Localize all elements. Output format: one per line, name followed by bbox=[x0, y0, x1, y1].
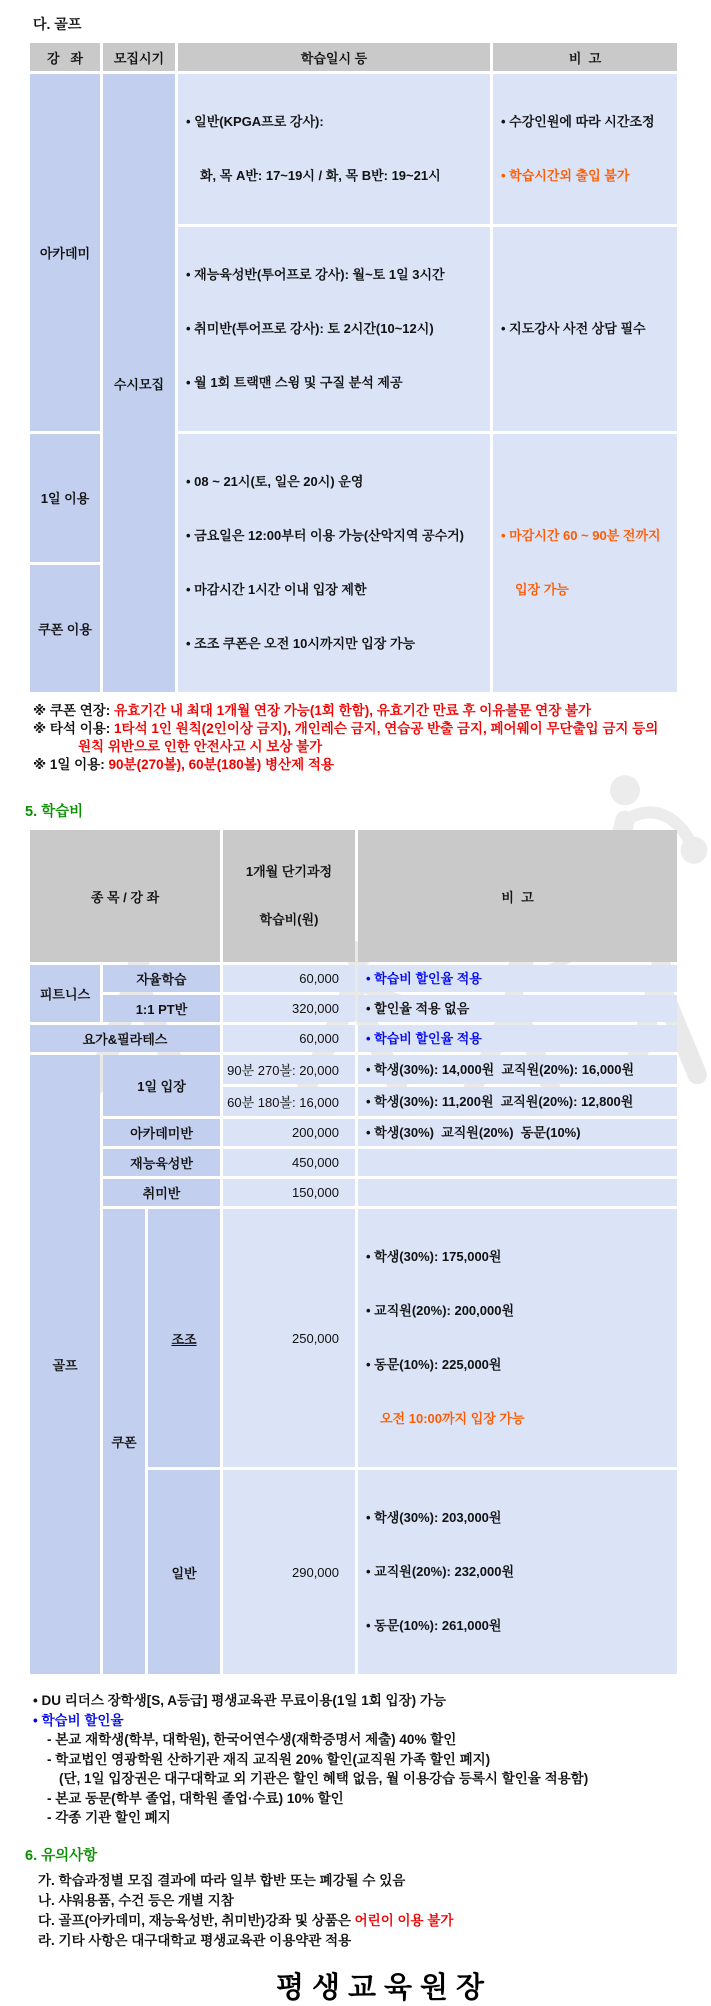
col-header-course: 강 좌 bbox=[30, 43, 100, 71]
class-talent-cell: 재능육성반 bbox=[103, 1149, 220, 1176]
note-talent bbox=[358, 1149, 677, 1176]
schedule-line: • 마감시간 1시간 이내 입장 제한 bbox=[186, 581, 486, 599]
schedule-line: • 일반(KPGA프로 강사): bbox=[186, 113, 486, 131]
remark-tee-use bbox=[33, 720, 683, 737]
remark-tee-use-cont: 원칙 위반으로 인한 안전사고 시 보상 불가 bbox=[78, 739, 323, 754]
course-daily-cell: 1일 이용 bbox=[30, 434, 100, 562]
note-line: • 학생(30%) 교직원(20%) 동문(10%) bbox=[366, 1124, 673, 1142]
discount-item: - 본교 재학생(학부, 대학원), 한국어연수생(재학증명서 제출) 40% 할인 bbox=[47, 1732, 457, 1747]
note-line: • 교직원(20%): 232,000원 bbox=[366, 1563, 673, 1581]
daily-note-cell bbox=[493, 434, 677, 692]
note-daily-90 bbox=[358, 1055, 677, 1084]
golf-remarks bbox=[33, 702, 683, 773]
note-general bbox=[358, 1470, 677, 1674]
fee-general: 290,000 bbox=[223, 1470, 355, 1674]
schedule-line: • 조조 쿠폰은 오전 10시까지만 입장 가능 bbox=[186, 635, 486, 653]
note-pt bbox=[358, 995, 677, 1022]
note-line-blue: • 학습비 할인율 적용 bbox=[366, 970, 673, 988]
golf-section-title: 다. 골프 bbox=[33, 16, 82, 32]
fee-pt: 320,000 bbox=[223, 995, 355, 1022]
note-discount-title: • 학습비 할인율 bbox=[33, 1711, 683, 1731]
note-daily-60 bbox=[358, 1087, 677, 1116]
fee-self-study: 60,000 bbox=[223, 965, 355, 992]
academy-general-schedule-cell bbox=[178, 74, 490, 224]
class-daily-entry-cell: 1일 입장 bbox=[103, 1055, 220, 1116]
schedule-line: • 월 1회 트랙맨 스윙 및 구질 분석 제공 bbox=[186, 374, 486, 392]
caution-text: 가. 학습과정별 모집 결과에 따라 일부 합반 또는 폐강될 수 있음 bbox=[38, 1872, 406, 1888]
fee-col-header-subject: 종 목 / 강 좌 bbox=[30, 830, 220, 962]
col-header-period: 모집시기 bbox=[103, 43, 175, 71]
caution-text: 다. 골프(아카데미, 재능육성반, 취미반)강좌 및 상품은 bbox=[38, 1912, 355, 1928]
note-line-orange: • 마감시간 60 ~ 90분 전까지 bbox=[501, 527, 673, 545]
caution-item bbox=[38, 1891, 683, 1911]
remark-label: ※ 타석 이용: bbox=[33, 721, 115, 736]
jojo-label: 조조 bbox=[171, 1331, 197, 1347]
caution-text-red: 어린이 이용 불가 bbox=[354, 1912, 454, 1928]
fee-jojo: 250,000 bbox=[223, 1209, 355, 1467]
class-jojo-cell bbox=[148, 1209, 220, 1467]
fee-section-title: 5. 학습비 bbox=[25, 804, 84, 820]
fee-header-line1: 1개월 단기과정 bbox=[245, 864, 333, 879]
note-academy bbox=[358, 1119, 677, 1146]
fee-daily-60: 60분 180볼: 16,000 bbox=[223, 1087, 355, 1116]
recruitment-cell: 수시모집 bbox=[103, 74, 175, 692]
note-du-leaders: • DU 리더스 장학생[S, A등급] 평생교육관 무료이용(1일 1회 입장) 가능 bbox=[33, 1691, 683, 1711]
note-line: • 교직원(20%): 200,000원 bbox=[366, 1302, 673, 1320]
class-self-study-cell: 자율학습 bbox=[103, 965, 220, 992]
caution-text: 나. 샤워용품, 수건 등은 개별 지참 bbox=[38, 1892, 234, 1908]
schedule-line: 화, 목 A반: 17~19시 / 화, 목 B반: 19~21시 bbox=[200, 168, 441, 183]
note-line-orange: • 학습시간외 출입 불가 bbox=[501, 167, 673, 185]
subject-yoga-cell: 요가&필라테스 bbox=[30, 1025, 220, 1052]
class-hobby-cell: 취미반 bbox=[103, 1179, 220, 1206]
remark-label: ※ 쿠폰 연장: bbox=[33, 703, 115, 718]
fee-academy: 200,000 bbox=[223, 1119, 355, 1146]
class-academy-cell: 아카데미반 bbox=[103, 1119, 220, 1146]
note-line: • 학생(30%): 203,000원 bbox=[366, 1509, 673, 1527]
discount-item: - 본교 동문(학부 졸업, 대학원 졸업·수료) 10% 할인 bbox=[47, 1790, 344, 1806]
note-line: • 할인율 적용 없음 bbox=[366, 1000, 673, 1018]
note-line-orange: 입장 가능 bbox=[515, 582, 569, 597]
schedule-line: • 취미반(투어프로 강사): 토 2시간(10~12시) bbox=[186, 320, 486, 338]
schedule-line: • 금요일은 12:00부터 이용 가능(산악지역 공수거) bbox=[186, 527, 486, 545]
fee-daily-90: 90분 270볼: 20,000 bbox=[223, 1055, 355, 1084]
daily-schedule-cell bbox=[178, 434, 490, 692]
subject-fitness-cell: 피트니스 bbox=[30, 965, 100, 1022]
col-header-note: 비 고 bbox=[493, 43, 677, 71]
remark-coupon-extension bbox=[33, 702, 683, 719]
schedule-line: • 08 ~ 21시(토, 일은 20시) 운영 bbox=[186, 473, 486, 491]
schedule-line: • 재능육성반(투어프로 강사): 월~토 1일 3시간 bbox=[186, 266, 486, 284]
note-jojo bbox=[358, 1209, 677, 1467]
academy-talent-schedule-cell bbox=[178, 227, 490, 431]
remark-text: 90분(270볼), 60분(180볼) 병산제 적용 bbox=[108, 757, 334, 772]
discount-item: - 학교법인 영광학원 산하기관 재직 교직원 20% 할인(교직원 가족 할인 폐지) bbox=[47, 1751, 491, 1767]
fee-hobby: 150,000 bbox=[223, 1179, 355, 1206]
class-coupon-cell: 쿠폰 bbox=[103, 1209, 145, 1674]
caution-item bbox=[38, 1871, 683, 1891]
class-pt-cell: 1:1 PT반 bbox=[103, 995, 220, 1022]
remark-text: 유효기간 내 최대 1개월 연장 가능(1회 한함), 유효기간 만료 후 이유불문 연장 불가 bbox=[114, 703, 592, 718]
class-general-cell: 일반 bbox=[148, 1470, 220, 1674]
note-line: • 학생(30%): 11,200원 교직원(20%): 12,800원 bbox=[366, 1093, 673, 1111]
fee-yoga: 60,000 bbox=[223, 1025, 355, 1052]
discount-item: - 각종 기관 할인 폐지 bbox=[47, 1810, 171, 1825]
col-header-schedule: 학습일시 등 bbox=[178, 43, 490, 71]
fee-section bbox=[25, 800, 683, 1828]
fee-table bbox=[27, 827, 680, 1677]
remark-daily-use bbox=[33, 756, 683, 773]
note-line: • 동문(10%): 261,000원 bbox=[366, 1617, 673, 1635]
note-self-study bbox=[358, 965, 677, 992]
fee-col-header-note: 비 고 bbox=[358, 830, 677, 962]
caution-item bbox=[38, 1931, 683, 1951]
fee-col-header-fee bbox=[223, 830, 355, 962]
note-yoga bbox=[358, 1025, 677, 1052]
note-line: • 지도강사 사전 상담 필수 bbox=[501, 320, 673, 338]
note-line: • 학생(30%): 175,000원 bbox=[366, 1248, 673, 1266]
fee-talent: 450,000 bbox=[223, 1149, 355, 1176]
fee-notes bbox=[33, 1691, 683, 1828]
discount-item-sub: (단, 1일 입장권은 대구대학교 외 기관은 할인 혜택 없음, 월 이용강습 등록시 할인율 적용함) bbox=[59, 1771, 589, 1786]
caution-text: 라. 기타 사항은 대구대학교 평생교육관 이용약관 적용 bbox=[38, 1932, 352, 1948]
note-line: • 수강인원에 따라 시간조정 bbox=[501, 113, 673, 131]
remark-text: 1타석 1인 원칙(2인이상 금지), 개인레슨 금지, 연습공 반출 금지, 페어웨이 무단출입 금지 등의 bbox=[114, 721, 659, 736]
caution-section bbox=[25, 1844, 683, 1951]
note-line: • 학생(30%): 14,000원 교직원(20%): 16,000원 bbox=[366, 1061, 673, 1079]
subject-golf-cell: 골프 bbox=[30, 1055, 100, 1674]
academy-general-note-cell bbox=[493, 74, 677, 224]
caution-items bbox=[38, 1871, 683, 1951]
course-coupon-cell: 쿠폰 이용 bbox=[30, 565, 100, 693]
note-line-blue: • 학습비 할인율 적용 bbox=[366, 1030, 673, 1048]
note-line: • 동문(10%): 225,000원 bbox=[366, 1356, 673, 1374]
remark-label: ※ 1일 이용: bbox=[33, 757, 109, 772]
caution-item bbox=[38, 1911, 683, 1931]
note-line-orange: 오전 10:00까지 입장 가능 bbox=[380, 1411, 525, 1426]
academy-talent-note-cell bbox=[493, 227, 677, 431]
golf-schedule-table bbox=[27, 40, 680, 695]
signature-title: 평생교육원장 bbox=[275, 1971, 493, 2004]
course-academy-cell: 아카데미 bbox=[30, 74, 100, 431]
note-hobby bbox=[358, 1179, 677, 1206]
caution-section-title: 6. 유의사항 bbox=[25, 1847, 98, 1864]
fee-header-line2: 학습비(원) bbox=[259, 912, 319, 927]
